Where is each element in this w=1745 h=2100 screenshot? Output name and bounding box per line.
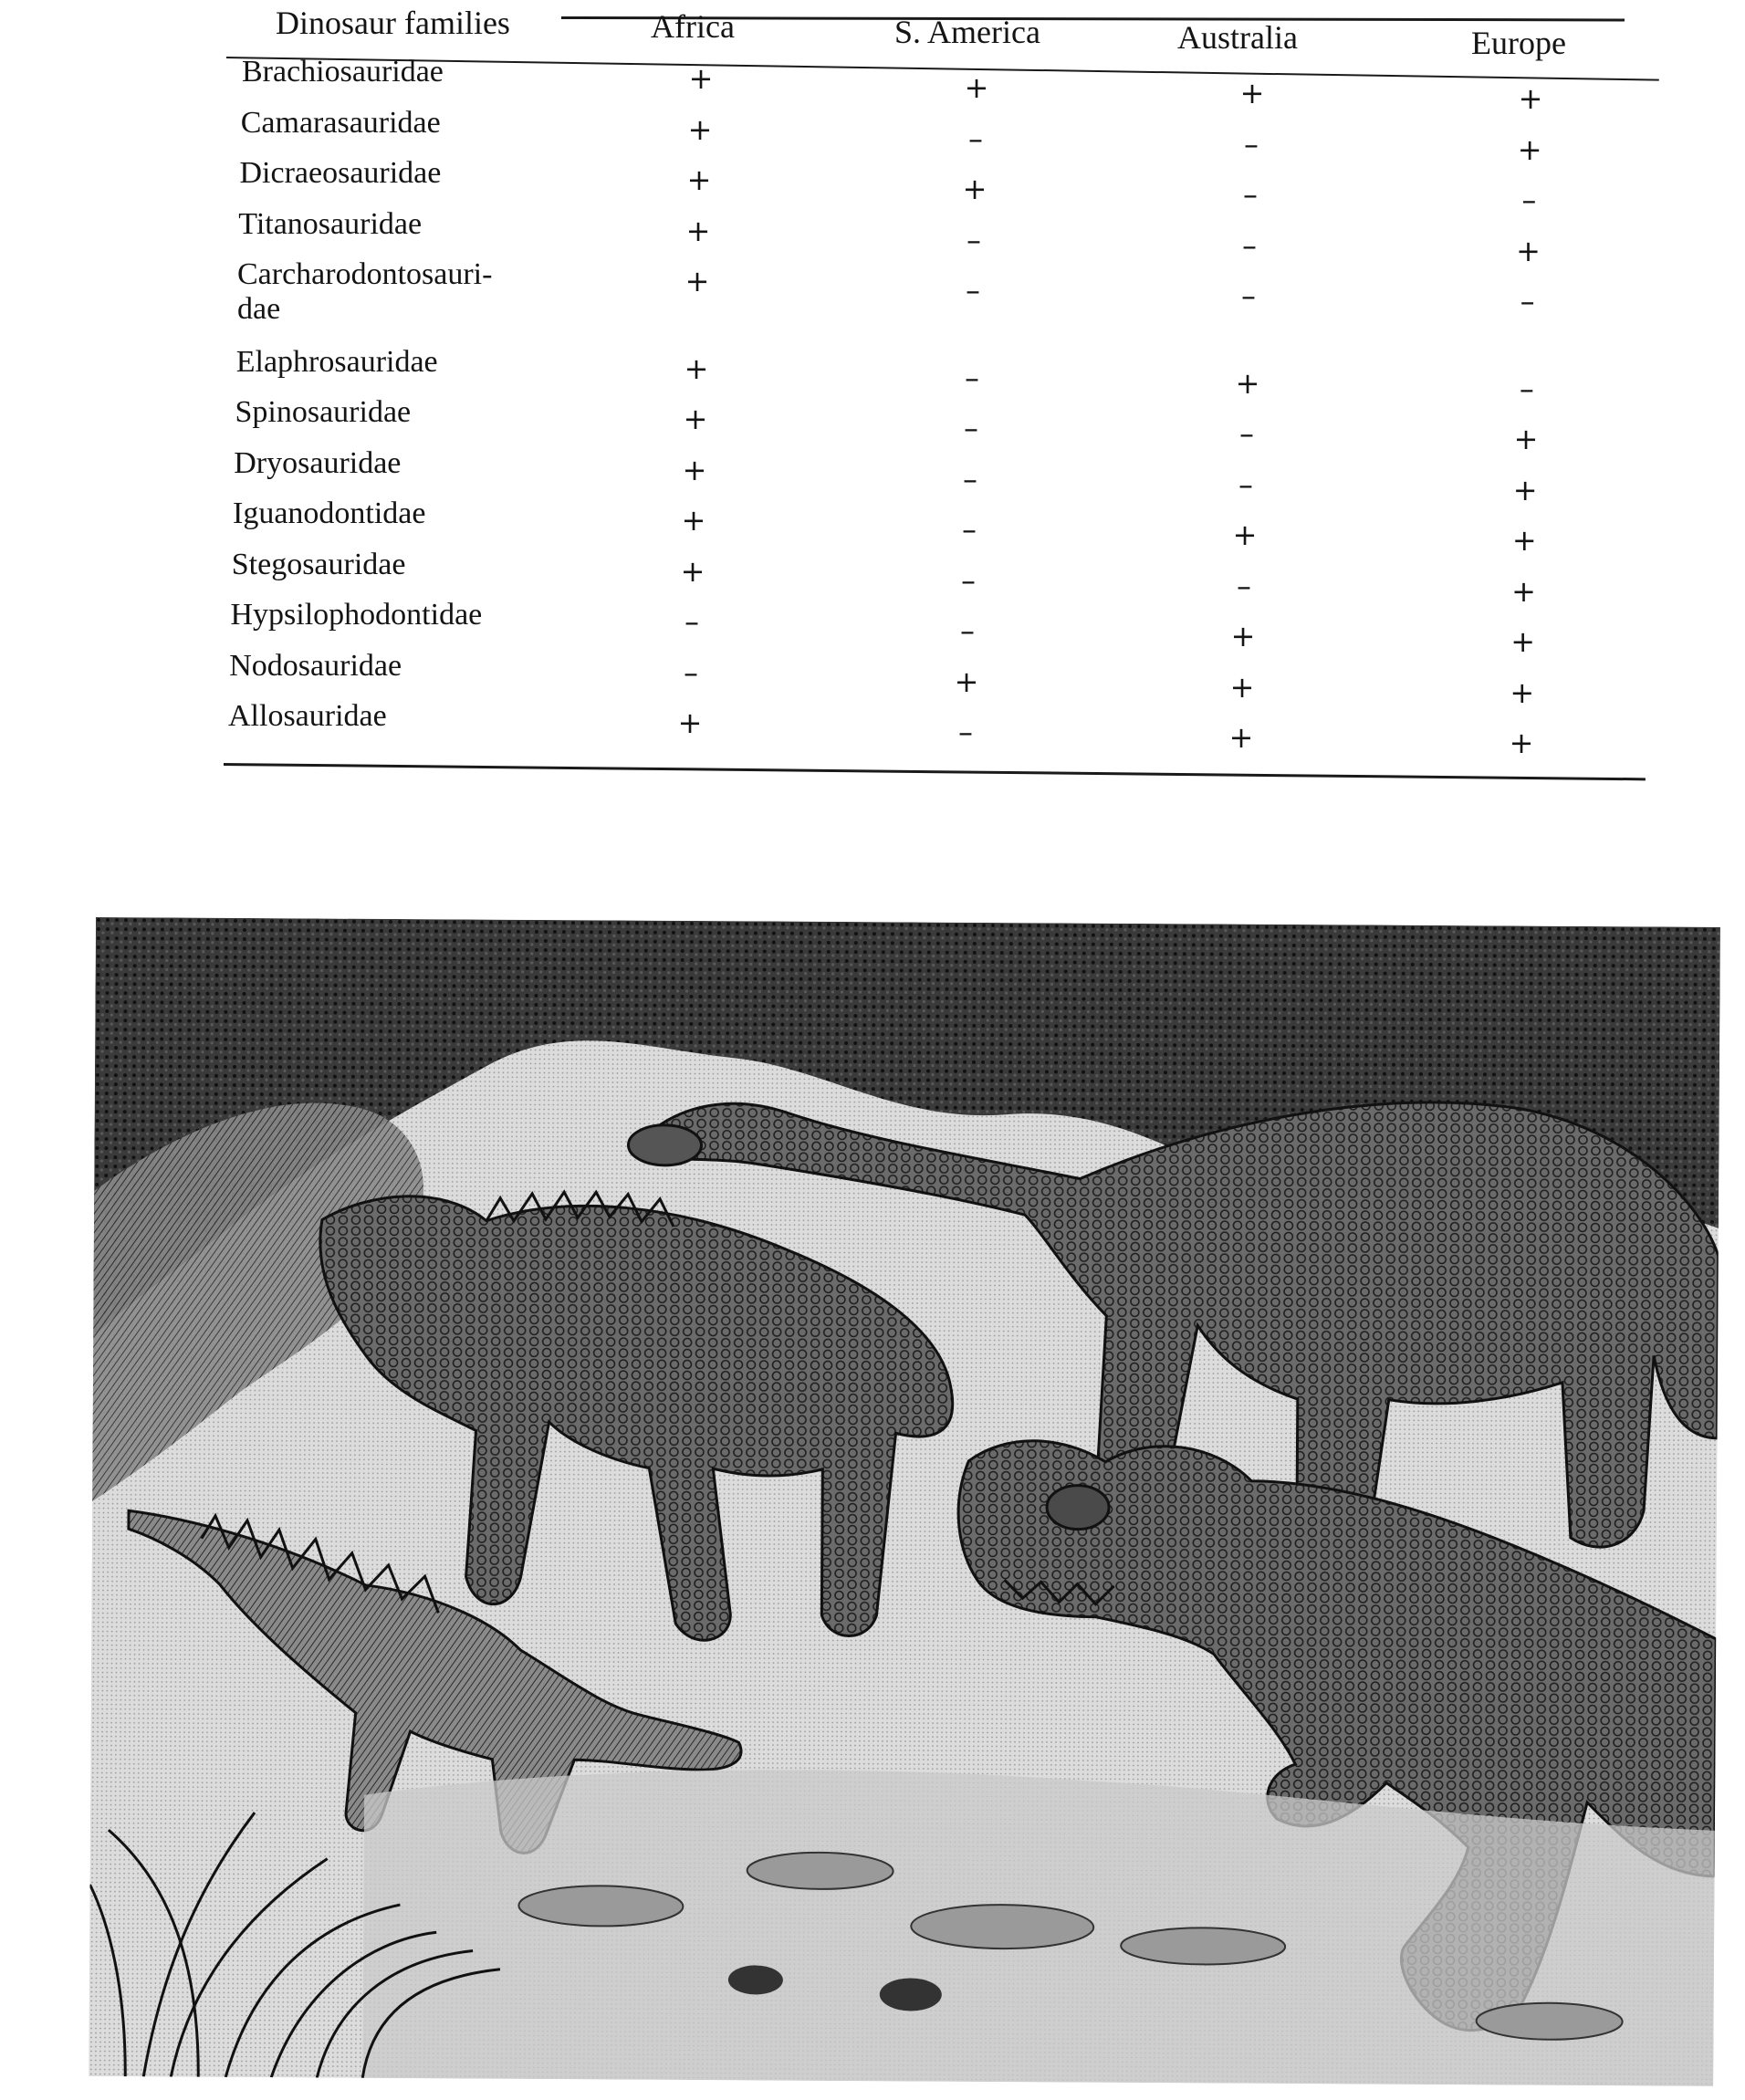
presence-mark-africa: + — [685, 213, 711, 248]
family-name — [242, 55, 444, 89]
family-name-line: Spinosauridae — [235, 395, 412, 429]
presence-mark-europe: – — [1521, 183, 1537, 217]
presence-mark-australia: – — [1238, 466, 1253, 502]
column-header-s-america: S. America — [894, 14, 1040, 50]
presence-mark-europe: + — [1511, 573, 1536, 609]
presence-mark-australia: + — [1229, 669, 1255, 705]
presence-mark-europe: + — [1511, 523, 1537, 558]
family-name — [238, 207, 422, 242]
presence-mark-africa: + — [681, 503, 706, 538]
presence-mark-europe: – — [1519, 371, 1534, 406]
dinosaur-scene-drawing — [89, 917, 1720, 2086]
family-name-line: dae — [237, 292, 281, 326]
presence-mark-africa: + — [688, 61, 714, 96]
presence-mark-s-america: – — [962, 512, 977, 547]
family-name — [233, 496, 426, 531]
presence-mark-s-america: – — [958, 715, 973, 749]
presence-mark-australia: + — [1235, 365, 1260, 401]
column-header-africa: Africa — [651, 8, 735, 45]
family-name-line: Carcharodontosauri- — [237, 257, 493, 291]
presence-mark-europe: + — [1509, 726, 1534, 760]
presence-mark-s-america: – — [963, 461, 977, 496]
presence-mark-africa: + — [687, 111, 713, 147]
presence-mark-s-america: + — [962, 172, 987, 206]
presence-mark-europe: + — [1516, 233, 1541, 268]
presence-mark-s-america: – — [966, 273, 980, 308]
lily-pad — [1477, 2002, 1623, 2040]
family-name-line: Stegosauridae — [231, 547, 406, 581]
family-name — [231, 598, 483, 632]
family-name — [232, 548, 406, 582]
column-header-family: Dinosaur families — [276, 5, 510, 41]
presence-mark-africa: + — [686, 162, 712, 197]
family-name-line: Nodosauridae — [229, 648, 402, 683]
family-name — [234, 446, 401, 481]
presence-mark-africa: + — [684, 350, 709, 386]
table-bottom-rule — [224, 763, 1646, 780]
presence-mark-australia: – — [1241, 278, 1256, 313]
presence-mark-europe: + — [1513, 422, 1539, 456]
presence-mark-australia: – — [1237, 568, 1251, 603]
family-name — [240, 156, 442, 191]
presence-mark-africa: + — [684, 264, 710, 298]
dinosaur-illustration — [89, 917, 1720, 2086]
column-header-australia: Australia — [1177, 19, 1298, 56]
presence-mark-australia: – — [1243, 177, 1258, 212]
family-name-line: Elaphrosauridae — [235, 344, 438, 379]
family-name — [241, 106, 441, 141]
presence-mark-s-america: + — [964, 70, 989, 105]
presence-mark-europe: + — [1510, 624, 1536, 659]
presence-mark-australia: + — [1232, 517, 1258, 552]
presence-mark-s-america: + — [954, 663, 979, 699]
presence-mark-europe: + — [1517, 131, 1542, 167]
family-name-line: Iguanodontidae — [233, 496, 426, 530]
presence-mark-australia: – — [1244, 126, 1259, 162]
presence-mark-africa: – — [684, 654, 698, 690]
family-name-line: Brachiosauridae — [242, 55, 444, 89]
family-name — [229, 649, 402, 684]
lily-pad — [911, 1904, 1093, 1949]
lily-pad — [518, 1886, 683, 1927]
presence-mark-africa: + — [677, 705, 703, 740]
presence-mark-europe: + — [1510, 674, 1535, 710]
family-name-line: Dicraeosauridae — [239, 156, 442, 190]
column-header-europe: Europe — [1471, 25, 1566, 61]
family-name — [235, 395, 412, 430]
presence-mark-africa: + — [683, 402, 708, 436]
presence-mark-s-america: – — [965, 360, 979, 395]
presence-mark-europe: + — [1512, 472, 1538, 507]
presence-mark-s-america: – — [967, 222, 981, 257]
presence-mark-europe: + — [1518, 81, 1543, 116]
presence-mark-s-america: – — [968, 120, 983, 156]
family-name-line: Dryosauridae — [234, 445, 402, 480]
presence-mark-s-america: – — [964, 411, 978, 445]
presence-mark-africa: + — [680, 553, 705, 589]
presence-mark-africa: – — [684, 604, 699, 639]
family-name — [228, 699, 387, 734]
family-name-line: Allosauridae — [228, 699, 387, 733]
presence-mark-australia: – — [1239, 416, 1254, 451]
family-name — [236, 345, 438, 380]
presence-mark-s-america: – — [960, 613, 975, 648]
family-name — [237, 257, 492, 327]
presence-mark-australia: + — [1230, 619, 1256, 653]
presence-mark-australia: + — [1228, 720, 1254, 755]
lily-pad — [747, 1852, 893, 1889]
family-name-line: Camarasauridae — [240, 105, 441, 140]
family-name-line: Titanosauridae — [238, 206, 423, 241]
presence-mark-australia: – — [1242, 227, 1257, 263]
presence-mark-australia: + — [1239, 76, 1265, 110]
presence-mark-africa: + — [682, 452, 707, 487]
family-name-line: Hypsilophodontidae — [230, 598, 483, 632]
lily-pad — [1121, 1928, 1285, 1965]
presence-mark-europe: – — [1520, 284, 1535, 319]
presence-mark-s-america: – — [961, 562, 976, 598]
